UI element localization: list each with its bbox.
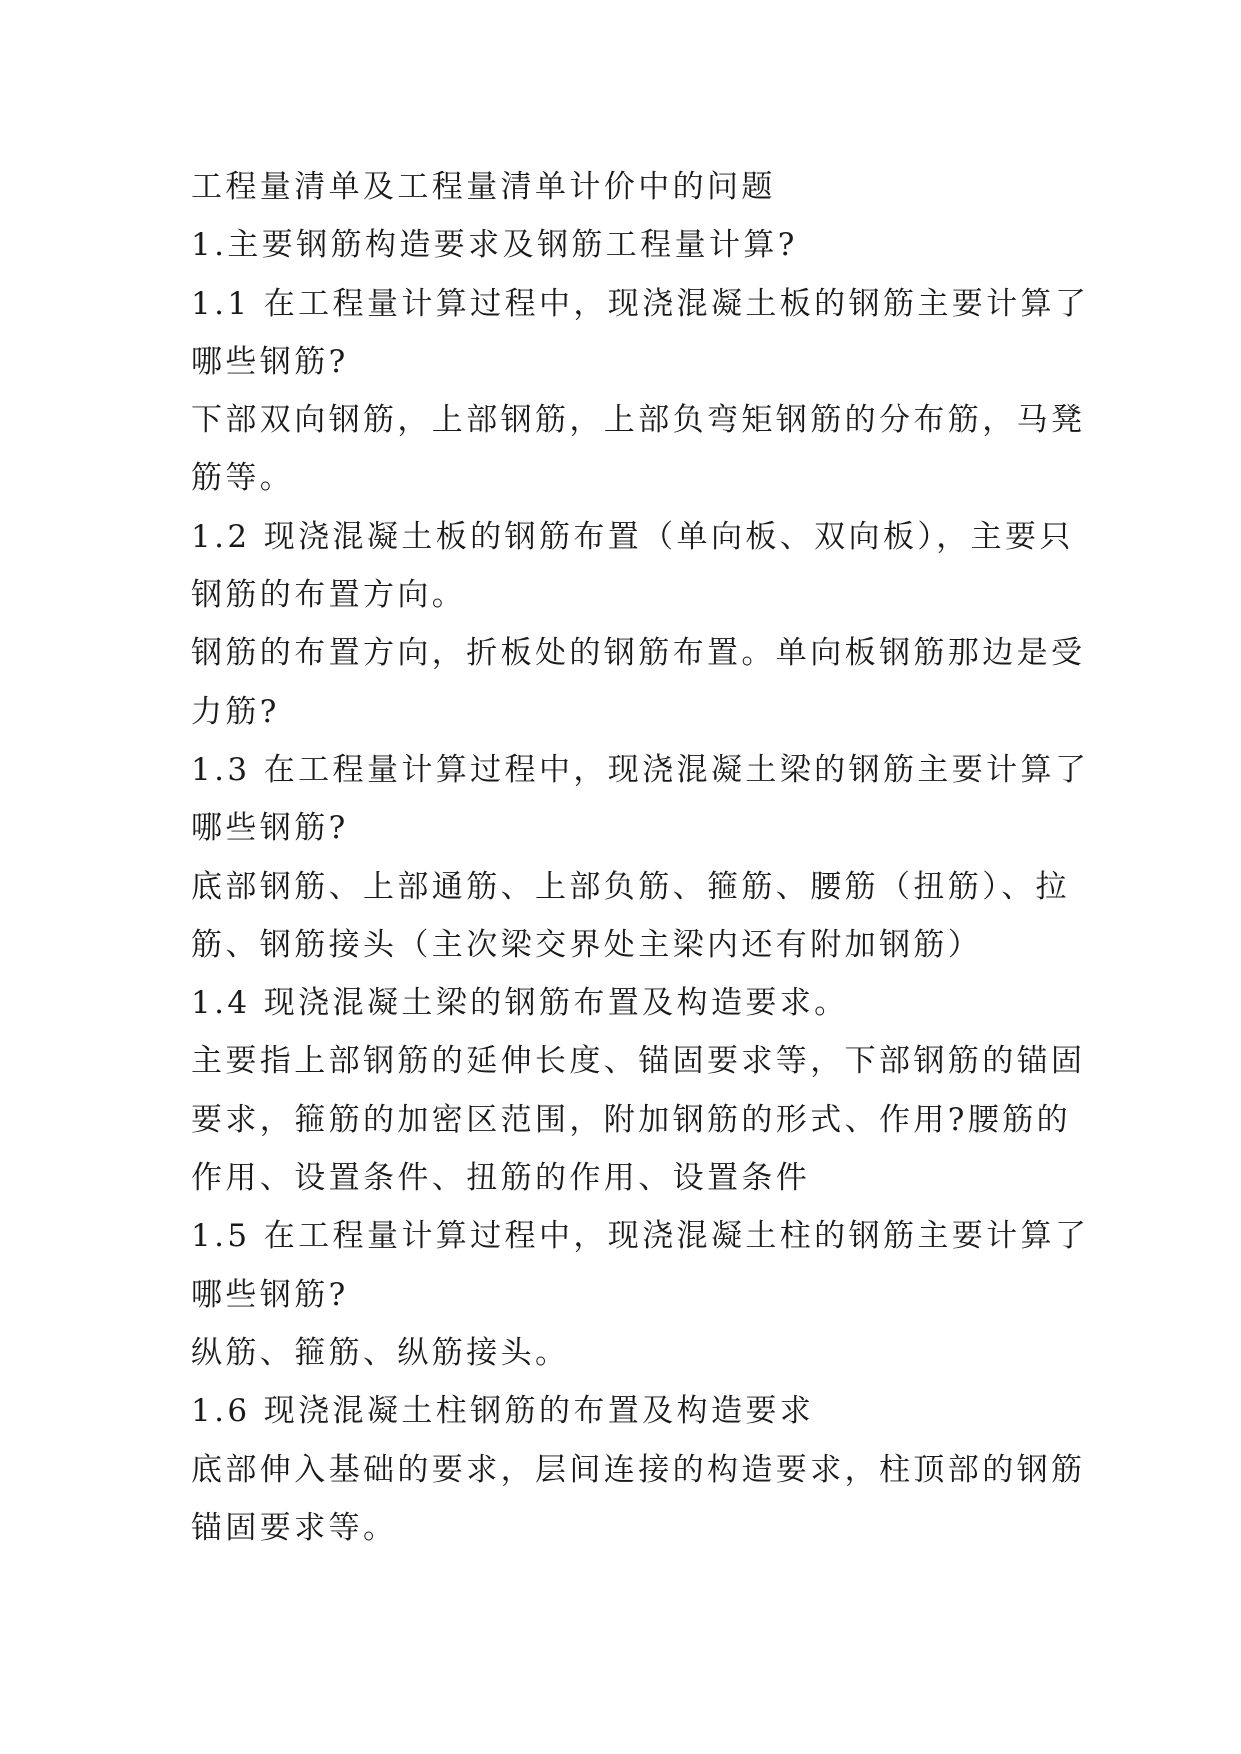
question-1-1: 1.1 在工程量计算过程中，现浇混凝土板的钢筋主要计算了 (191, 285, 1090, 322)
answer-1-4-cont: 要求，箍筋的加密区范围，附加钢筋的形式、作用?腰筋的 (191, 1101, 1072, 1138)
question-1-3: 1.3 在工程量计算过程中，现浇混凝土梁的钢筋主要计算了 (191, 751, 1090, 788)
question-1-1-cont: 哪些钢筋? (191, 343, 349, 380)
question-1-5: 1.5 在工程量计算过程中，现浇混凝土柱的钢筋主要计算了 (191, 1218, 1090, 1255)
answer-1-5: 纵筋、箍筋、纵筋接头。 (191, 1334, 570, 1371)
question-1-6: 1.6 现浇混凝土柱钢筋的布置及构造要求 (191, 1393, 815, 1430)
answer-1-6-cont: 锚固要求等。 (191, 1509, 398, 1546)
answer-1-2-cont: 力筋? (191, 693, 280, 730)
document-body (191, 158, 1090, 1557)
answer-1-4-cont: 作用、设置条件、扭筋的作用、设置条件 (191, 1160, 811, 1197)
question-1-2-cont: 钢筋的布置方向。 (191, 577, 467, 614)
answer-1-1: 下部双向钢筋，上部钢筋，上部负弯矩钢筋的分布筋，马凳 (191, 402, 1086, 439)
answer-1-3-cont: 筋、钢筋接头（主次梁交界处主梁内还有附加钢筋） (191, 926, 983, 963)
document-title: 工程量清单及工程量清单计价中的问题 (191, 169, 776, 205)
answer-1-6: 底部伸入基础的要求，层间连接的构造要求，柱顶部的钢筋 (191, 1451, 1086, 1488)
question-1-5-cont: 哪些钢筋? (191, 1276, 349, 1313)
answer-1-4: 主要指上部钢筋的延伸长度、锚固要求等，下部钢筋的锚固 (191, 1043, 1086, 1080)
section-heading-1: 1.主要钢筋构造要求及钢筋工程量计算? (191, 227, 798, 264)
answer-1-1-cont: 筋等。 (191, 460, 295, 497)
question-1-2: 1.2 现浇混凝土板的钢筋布置（单向板、双向板），主要只 (191, 518, 1074, 555)
answer-1-3: 底部钢筋、上部通筋、上部负筋、箍筋、腰筋（扭筋）、拉 (191, 868, 1070, 905)
answer-1-2: 钢筋的布置方向，折板处的钢筋布置。单向板钢筋那边是受 (191, 635, 1086, 672)
question-1-4: 1.4 现浇混凝土梁的钢筋布置及构造要求。 (191, 985, 849, 1022)
question-1-3-cont: 哪些钢筋? (191, 810, 349, 847)
